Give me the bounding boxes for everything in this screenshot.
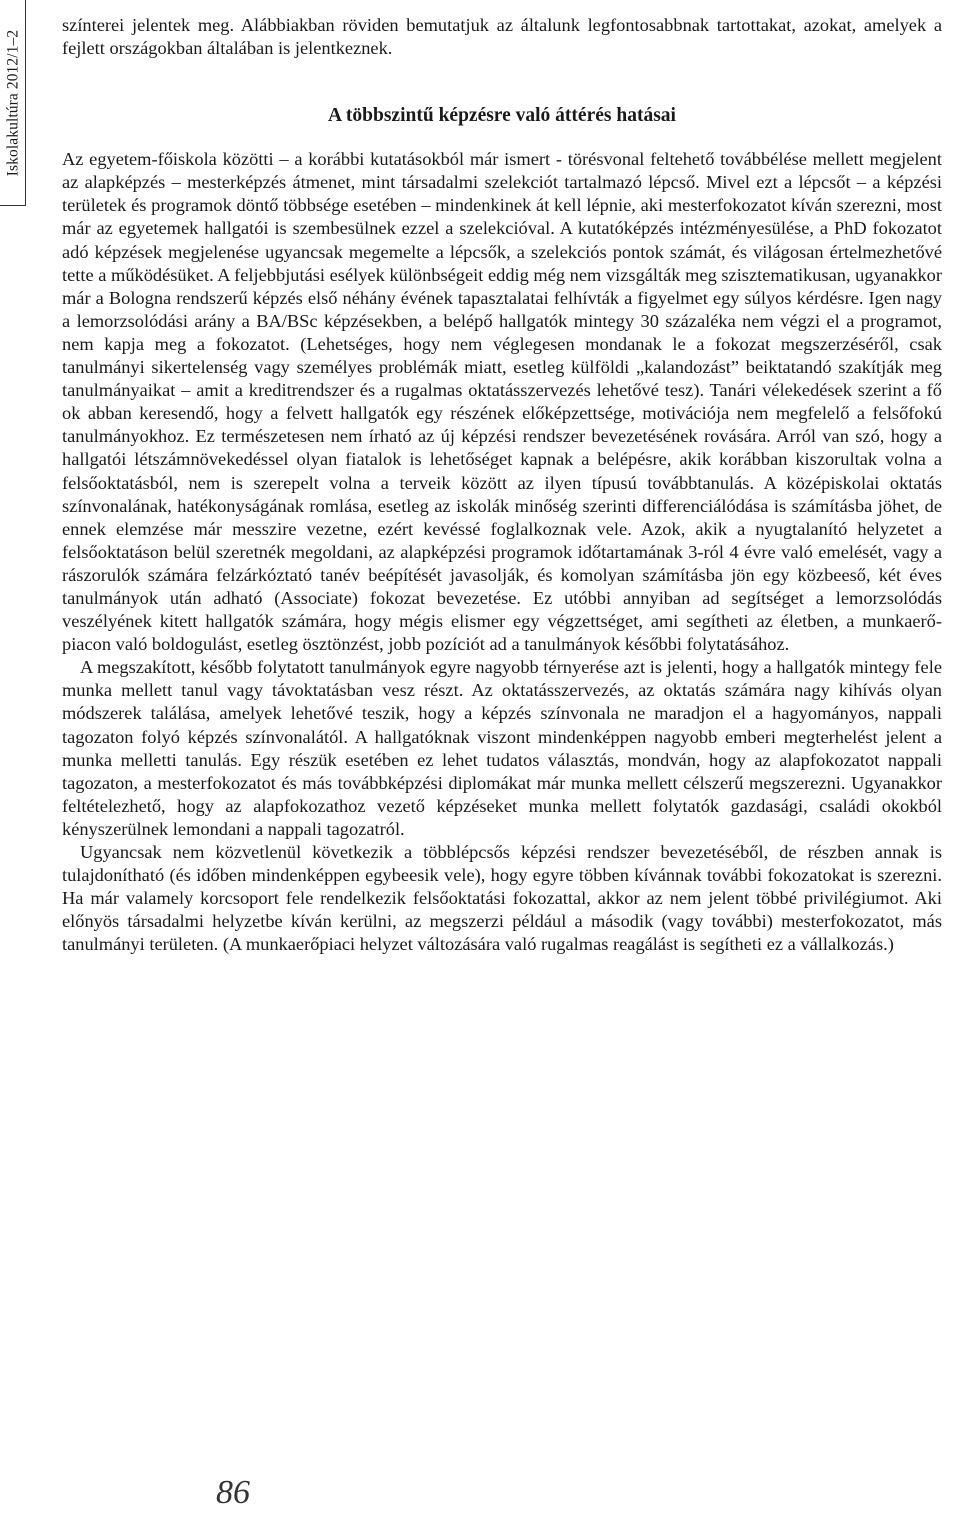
section-heading: A többszintű képzésre való áttérés hatásai (328, 105, 676, 127)
paragraph-3: Ugyancsak nem közvetlenül következik a többlépcsős képzési rendszer bevezetéséből, de részben annak is tulajdonítható (és időben mindenképpen egybeesik vele), hogy egyre többen kívánnak további fokozatokat is szerezni. Ha már valamely korcsoport fele rendelkezik felsőoktatási fokozattal, akkor az nem jelent többé privilégiumot. Aki előnyös társadalmi helyzetbe kíván kerülni, az megszerzi például a második (vagy további) mesterfokozatot, más tanulmányi területen. (A munkaerőpiaci helyzet változására való rugalmas reagálást is segítheti ez a vállalkozás.) (62, 842, 942, 955)
paragraph-2: A megszakított, később folytatott tanulmányok egyre nagyobb térnyerése azt is jelenti, hogy a hallgatók mintegy fele munka mellett tanul vagy távoktatásban vesz részt. Az oktatásszervezés, az oktatás számára nagy kihívás olyan módszerek találása, amelyek lehetővé teszik, hogy a képzés színvonala ne maradjon el a hagyományos, nappali tagozaton folyó képzés színvonalától. A hallgatóknak viszont mindenképpen nagyobb emberi megterhelést jelent a munka melletti tanulás. Egy részük esetében ez lehet tudatos választás, mondván, hogy az alapfokozatot nappali tagozaton, a mesterfokozatot és más továbbképzési diplomákat már munka mellett célszerű megszerezni. Ugyanakkor feltételezhető, hogy az alapfokozathoz vezető képzéseket munka mellett folytatók gazdasági, családi okokból kényszerülnek lemondani a nappali tagozatról. (62, 657, 942, 839)
paragraph-1: Az egyetem-főiskola közötti – a korábbi kutatásokból már ismert - törésvonal feltehető továbbélése mellett megjelent az alapképzés – mesterképzés átmenet, mint társadalmi szelekciót tartalmazó lépcső. Mivel ezt a lépcsőt – a képzési területek és programok döntő többsége esetében – mindenkinek át kell lépnie, aki mesterfokozatot kíván szerezni, most már az egyetemek hallgatói is szembesülnek ezzel a szelekcióval. A kutatóképzés intézményesülése, a PhD fokozatot adó képzések megjelenése ugyancsak megemelte a lépcsők, a szelekciós pontok számát, és világosan értelmezhetővé tette a működésüket. A feljebbjutási esélyek különbségeit eddig még nem vizsgálták meg szisztematikusan, ugyanakkor már a Bologna rendszerű képzés első néhány évének tapasztalatai felhívták a figyelmet egy súlyos kérdésre. Igen nagy a lemorzsolódási arány a BA/BSc képzésekben, a belépő hallgatók mintegy 30 százaléka nem végzi el a programot, nem kapja meg a fokozatot. (Lehetséges, hogy nem véglegesen mondanak le a fokozat megszerzéséről, csak tanulmányi sikertelenség vagy személyes problémák miatt, esetleg külföldi „kalandozást” beiktatandó szakítják meg tanulmányaikat – amit a kreditrendszer és a rugalmas oktatásszervezés lehetővé tesz). Tanári vélekedések szerint a fő ok abban keresendő, hogy a felvett hallgatók egy részének előképzettsége, motivációja nem megfelelő a felsőfokú tanulmányokhoz. Ez természetesen nem írható az új képzési rendszer bevezetésének rovására. Arról van szó, hogy a hallgatói létszámnövekedéssel olyan fiatalok is lehetőséget kapnak a belépésre, akik korábban kiszorultak volna a felsőoktatásból, nem is szerepelt volna a terveik között az ilyen típusú továbbtanulás. A középiskolai oktatás színvonalának, hatékonyságának romlása, esetleg az iskolák minőség szerinti differenciálódása is számításba jöhet, de ennek elemzése már messzire vezetne, ezért kevéssé foglalkoznak vele. Azok, akik a nyugtalanító helyzetet a felsőoktatáson belül szeretnék megoldani, az alapképzési programok időtartamának 3-ról 4 évre való emelését, vagy a rászorulók számára felzárkóztató tanév beépítését javasolják, és komolyan számításba jön egy közbeeső, két éves tanulmányok után adható (Associate) fokozat bevezetése. Ez utóbbi annyiban ad segítséget a lemorzsolódás veszélyének kitett hallgatók számára, hogy mégis elismer egy végzettséget, ami segítheti az életben, a munkaerő-piacon való boldogulást, esetleg ösztönzést, jobb pozíciót ad a tanulmányok későbbi folytatásához. (62, 149, 942, 655)
page-content (62, 14, 942, 956)
paragraph-continued: színterei jelentek meg. Alábbiakban röviden bemutatjuk az általunk legfontosabbnak tartottakat, azokat, amelyek a fejlett országokban általában is jelentkeznek. (62, 15, 942, 59)
page-number: 86 (216, 1474, 250, 1511)
journal-title: Iskolakultúra 2012/1–2 (4, 29, 22, 177)
running-head (0, 0, 26, 206)
